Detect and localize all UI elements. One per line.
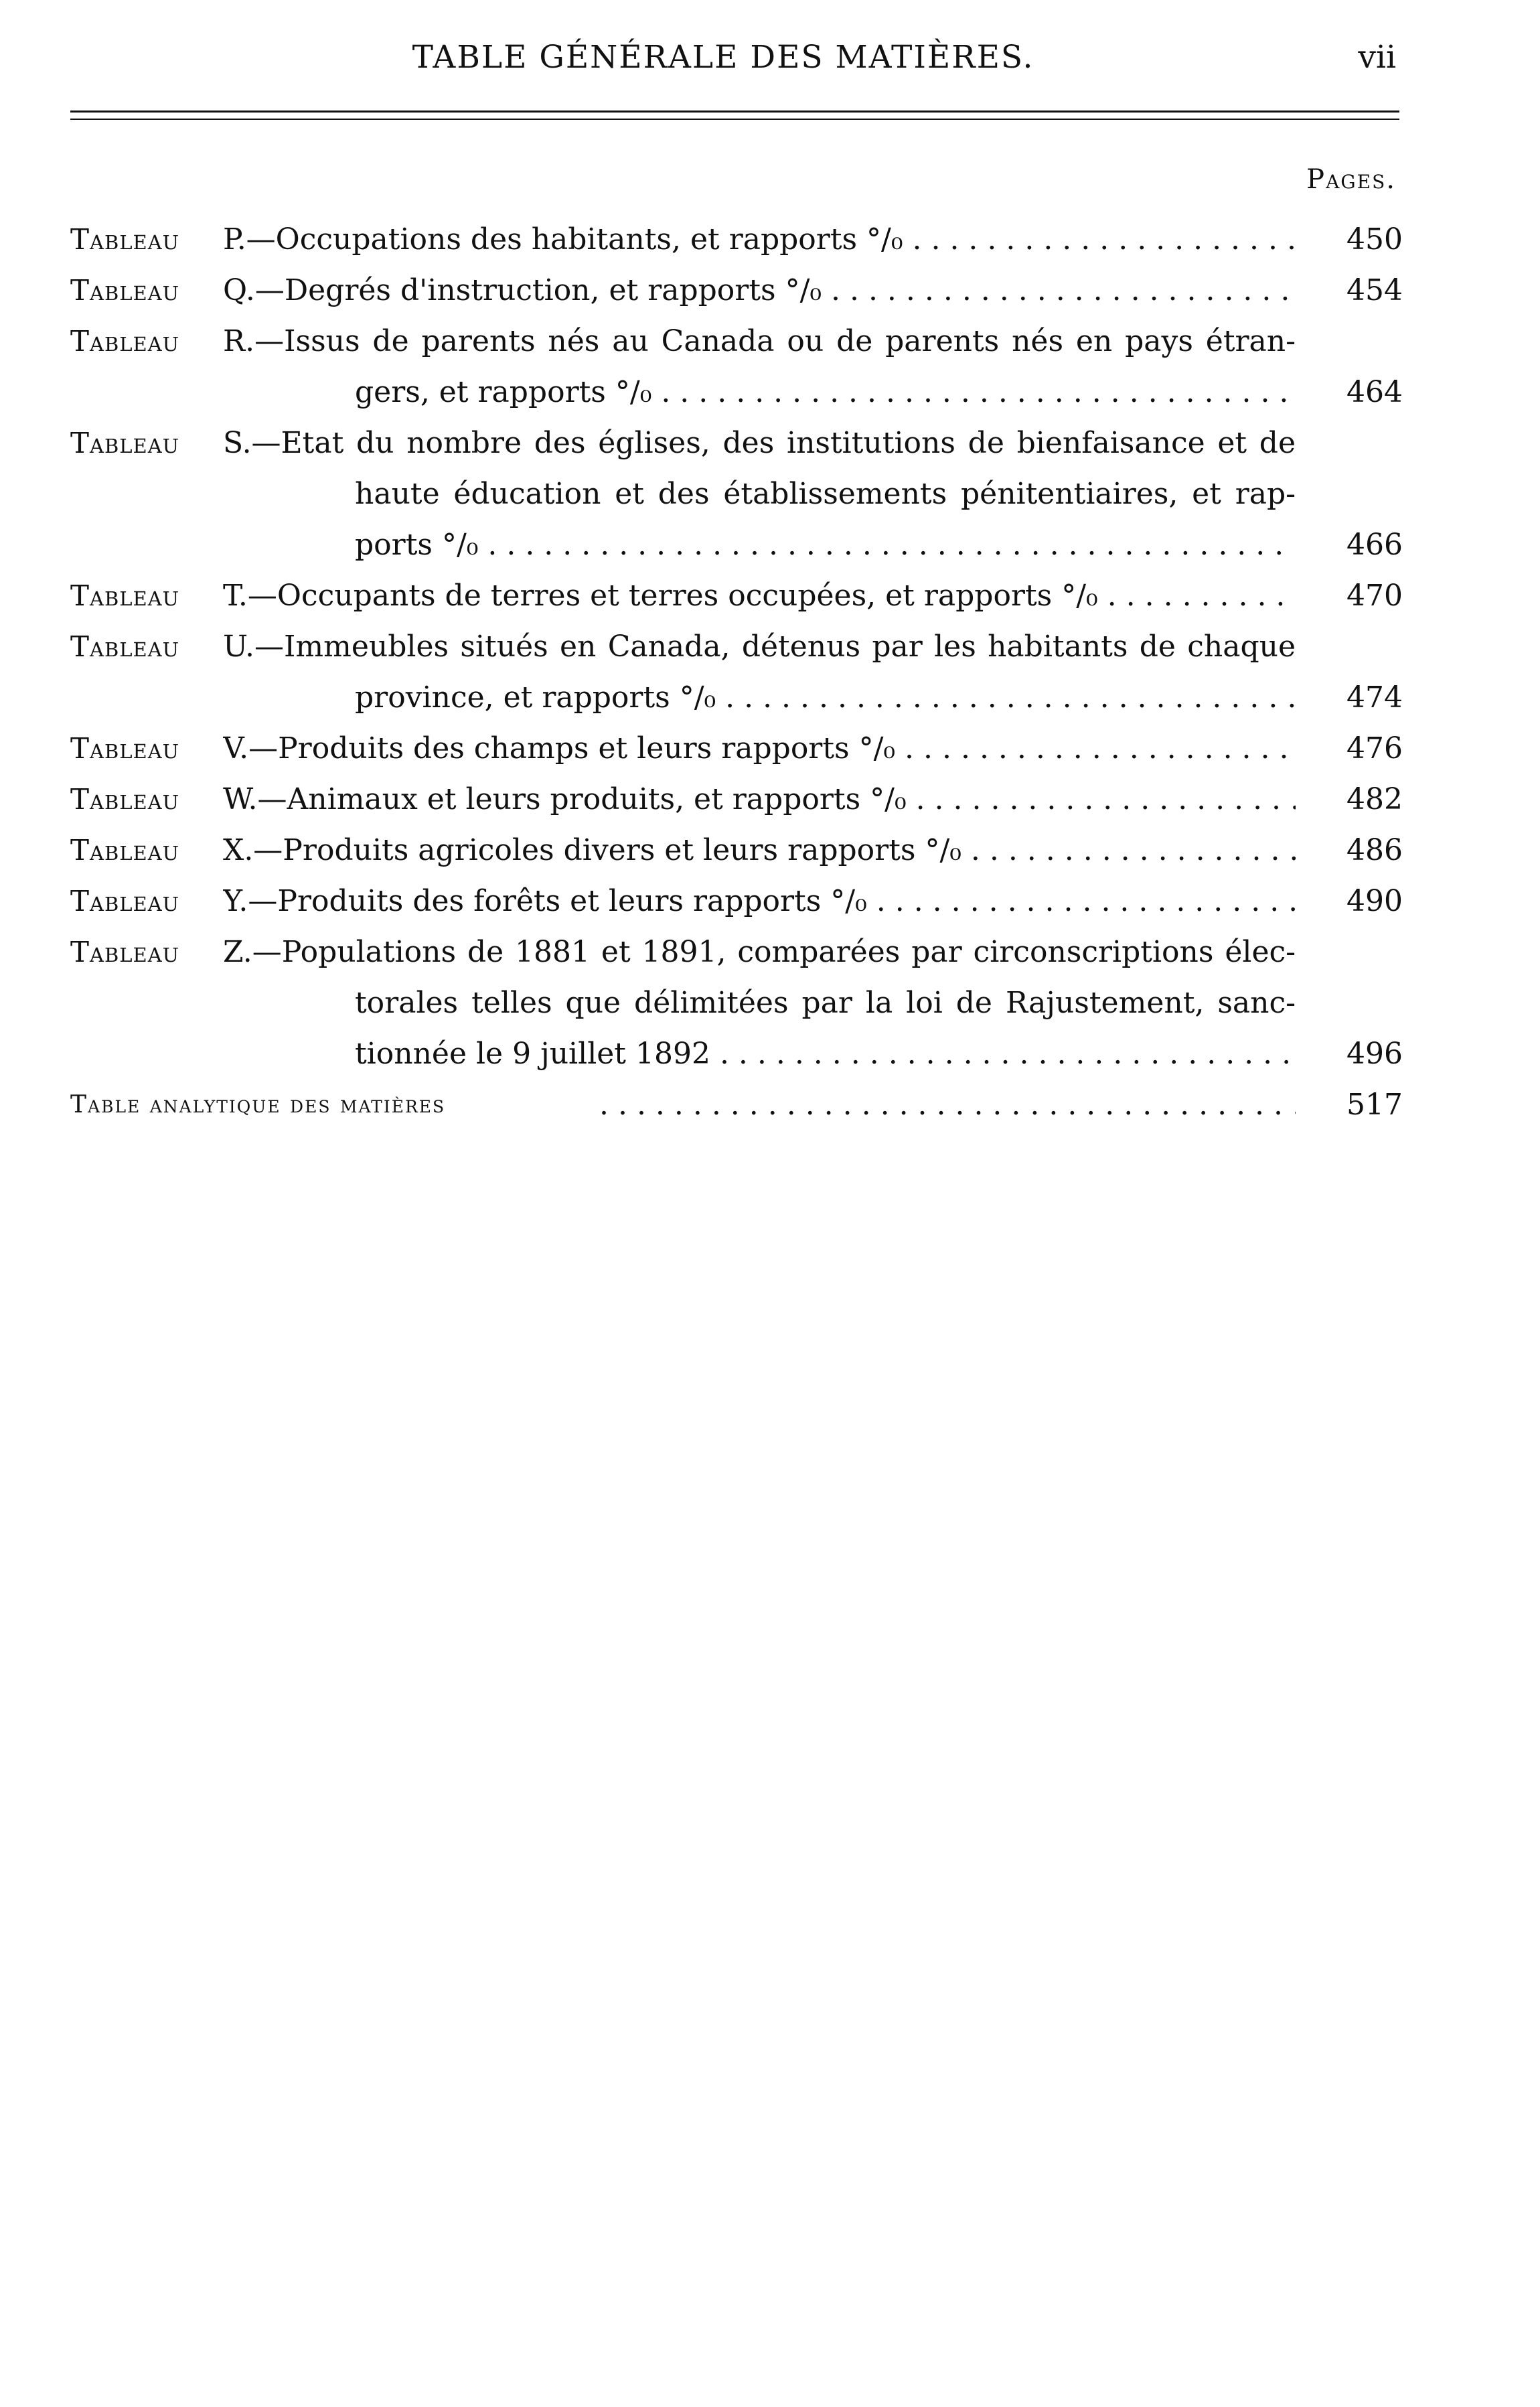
entry-label: Tableau (70, 834, 180, 867)
entry-page-number: 490 (1346, 884, 1403, 918)
toc-entry-line (70, 571, 1403, 622)
toc-entry-line (70, 825, 1403, 876)
toc-entry-analytique (70, 1080, 1403, 1130)
entry-text: V.—Produits des champs et leurs rapports °/₀ . . . (223, 723, 1296, 774)
entry-leader (599, 1080, 1296, 1130)
entry-text: tionnée le 9 juillet 1892 . . . (355, 1029, 1296, 1080)
toc-entry-line (70, 1080, 1403, 1130)
entry-text: Z.—Populations de 1881 et 1891, comparées par circonscriptions élec- (223, 935, 1296, 969)
entry-label: Tableau (70, 732, 180, 765)
entry-label: Tableau (70, 274, 180, 307)
toc-entry (70, 774, 1403, 825)
entry-page-number: 466 (1346, 528, 1403, 562)
toc-entry-line (70, 723, 1403, 774)
entry-page-number: 482 (1346, 782, 1403, 816)
header-rule (70, 111, 1399, 113)
toc-entry-line (70, 214, 1403, 265)
entry-page-number: 517 (1346, 1088, 1403, 1122)
toc-entry (70, 418, 1403, 571)
toc-entry (70, 316, 1403, 418)
toc-entry-line (70, 927, 1403, 978)
entry-text: gers, et rapports °/₀ . . . (355, 367, 1296, 418)
entry-text: Y.—Produits des forêts et leurs rapports °/₀ . . . (223, 876, 1296, 927)
entry-text: torales telles que délimitées par la loi de Rajustement, sanc- (355, 986, 1296, 1020)
toc-entry-line (70, 418, 1403, 469)
toc-entry (70, 265, 1403, 316)
toc-entry-line (70, 469, 1403, 520)
entry-label: Tableau (70, 783, 180, 816)
toc-entry (70, 825, 1403, 876)
toc-entry (70, 571, 1403, 622)
toc-entry-line (70, 672, 1403, 723)
entry-text: U.—Immeubles situés en Canada, détenus par les habitants de chaque (223, 630, 1296, 664)
entry-text: Q.—Degrés d'instruction, et rapports °/₀ . . . (223, 265, 1296, 316)
entry-label: Tableau (70, 223, 180, 256)
pages-column-heading: Pages. (1306, 164, 1396, 195)
toc-entry (70, 927, 1403, 1080)
toc-entry (70, 214, 1403, 265)
entry-text: S.—Etat du nombre des églises, des institutions de bienfaisance et de (223, 426, 1296, 460)
toc-entry-line (70, 367, 1403, 418)
toc-entry-line (70, 876, 1403, 927)
toc-entry-line (70, 774, 1403, 825)
entry-text: ports °/₀ . . . (355, 520, 1296, 571)
toc-entry-line (70, 520, 1403, 571)
running-title: TABLE GÉNÉRALE DES MATIÈRES. (412, 39, 1034, 76)
entry-page-number: 486 (1346, 833, 1403, 867)
entry-text: X.—Produits agricoles divers et leurs rapports °/₀ . . . (223, 825, 1296, 876)
entry-label: Tableau (70, 579, 180, 612)
header-rule-thin (70, 119, 1399, 120)
entry-page-number: 470 (1346, 579, 1403, 613)
entry-page-number: 454 (1346, 273, 1403, 307)
entry-text: province, et rapports °/₀ . . . (355, 672, 1296, 723)
page-number: vii (1358, 39, 1396, 76)
toc-entry-line (70, 978, 1403, 1029)
table-of-contents (70, 214, 1403, 1130)
entry-page-number: 474 (1346, 680, 1403, 715)
entry-label: Tableau (70, 885, 180, 918)
entry-label: Tableau (70, 427, 180, 459)
entry-page-number: 476 (1346, 731, 1403, 765)
toc-entry-line (70, 265, 1403, 316)
toc-entry (70, 876, 1403, 927)
entry-text: W.—Animaux et leurs produits, et rapports °/₀ . . . (223, 774, 1296, 825)
toc-entry-line (70, 316, 1403, 367)
toc-entry-line (70, 622, 1403, 672)
entry-page-number: 450 (1346, 222, 1403, 257)
entry-text: T.—Occupants de terres et terres occupées, et rapports °/₀ . . . (223, 571, 1296, 622)
toc-entry-line (70, 1029, 1403, 1080)
entry-page-number: 464 (1346, 375, 1403, 409)
entry-text: R.—Issus de parents nés au Canada ou de parents nés en pays étran- (223, 324, 1296, 358)
entry-text: P.—Occupations des habitants, et rapports °/₀ . . . (223, 214, 1296, 265)
entry-label: Tableau (70, 936, 180, 968)
entry-label: Table analytique des matières (70, 1091, 446, 1118)
entry-text: haute éducation et des établissements pénitentiaires, et rap- (355, 477, 1296, 511)
toc-entry (70, 622, 1403, 723)
toc-entry (70, 723, 1403, 774)
entry-label: Tableau (70, 325, 180, 358)
entry-label: Tableau (70, 630, 180, 663)
entry-page-number: 496 (1346, 1037, 1403, 1071)
